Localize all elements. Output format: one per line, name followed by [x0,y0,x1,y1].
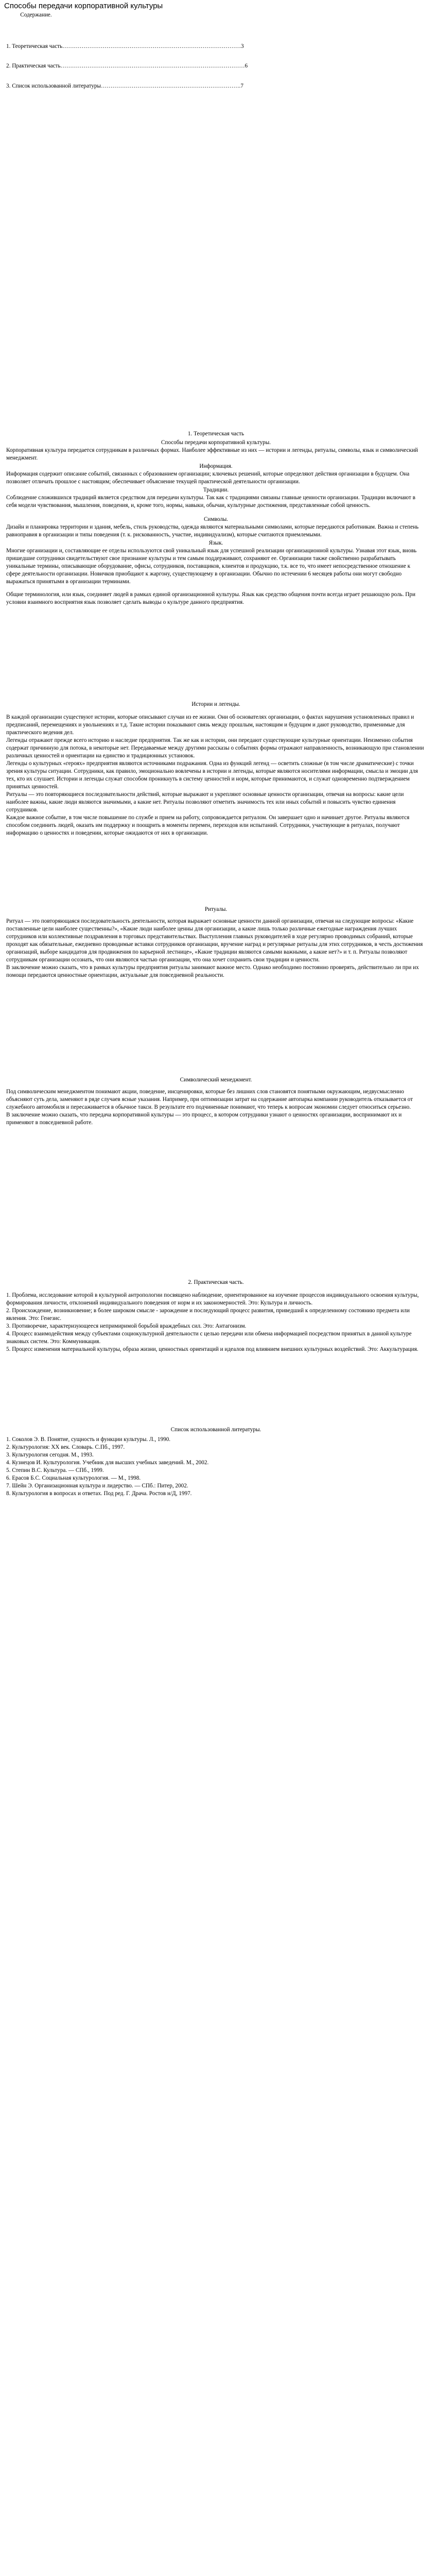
paragraph: Под символическим менеджментом понимают акции, поведение, инсценировки, которые без лишних слов становятся понятными окружающим, недвусмысленно объясняют суть дела, заменяют в ряде случаев ясные указания. Например, при оптимизации затрат на содержание автопарка компании руководитель отказывается от служебного автомобиля и пересаживается в обычное такси. В результате его подчиненные понимают, что теперь к вопросам экономии следует относиться серьезно. [6,1089,413,1110]
list-item: 5. Процесс изменения материальной культуры, образа жизни, ценностных ориентаций и идеалов под влиянием внешних культурных воздействий. Это: Аккультурация. [6,1346,418,1352]
section-title: 2. Практическая часть. [188,1279,244,1285]
symbolic-section [6,1076,426,1127]
theory-section [6,430,426,606]
rituals-section [6,906,426,979]
reference-item: 2. Культурология: XX век. Словарь. С.Пб., 1997. [6,1444,125,1450]
paragraph: Дизайн и планировка территории и здания, мебель, стиль руководства, одежда являются материальными символами, которые передаются работникам. Важна и степень равноправия в организации и типы поведения (т. к. рискованность, участие, индивидуализм), которые считаются приемлемыми. [6,524,419,538]
subsection-heading: Информация. [199,463,233,469]
subsection-heading: Язык. [208,540,223,546]
paragraph: Общие терминология, или язык, соединяет людей в рамках единой организационной культуры. Язык как средство общения почти всегда играет решающую роль. При условии взаимного восприятия язык позволяет сделать выводы о культуре данного предприятия. [6,591,415,605]
paragraph: Многие организации и, составляющие ее отделы используются свой уникальный язык для успешной реализации организационной культуры. Узнавая этот язык, вновь пришедшие сотрудники свидетельствуют свое признание культуры и тем самым поддерживают, сохраняют ее. Организации также свойственно разрабатывать уникальные термины, описывающие оборудование, офисы, сотрудников, поставщиков, клиентов и продукцию, т.к. все то, что имеет непосредственное отношение к сфере деятельности организации. Новичков приобщают к жаргону, существующему в организации. Обычно по истечении 6 месяцев работы они могут свободно выражаться принятыми в организации терминами. [6,548,417,585]
section-subtitle: Способы передачи корпоративной культуры. [161,439,271,446]
list-item: 2. Происхождение, возникновение; в более широком смысле - зарождение и последующий процесс развития, приведший к определенному состоянию предмета или явления. Это: Генезис. [6,1308,410,1321]
list-item: 4. Процесс взаимодействия между субъектами социокультурной деятельности с целью передачи или обмена информацией посредством принятых в данной культуре знаковых систем. Это: Коммуникация. [6,1331,412,1345]
paragraph: В каждой организации существуют истории, которые описывают случаи из ее жизни. Они об основателях организации, о фактах нарушения установленных правил и предписаний, перемещениях и увольнениях и т.д. Такие истории показывают связь между прошлым, настоящим и будущим и дают руководство, применимые для практического ведения дел. [6,714,414,736]
subsection-heading: Традиции. [203,487,229,493]
toc-item-references: 3. Список использованной литературы……………………………………………………………….7 [6,83,243,89]
reference-item: 8. Культурология в вопросах и ответах. Под ред. Г. Драча. Ростов н/Д, 1997. [6,1490,192,1497]
toc-item-theory: 1. Теоретическая часть…………………………………………………………………………………3 [6,43,244,49]
subsection-heading: Символический менеджмент. [180,1077,252,1083]
reference-item: 4. Кузнецов И. Культурология. Учебник для высших учебных заведений. М., 2002. [6,1460,209,1466]
subsection-heading: Истории и легенды. [191,701,240,707]
subsection-heading: Ритуалы. [204,906,228,912]
reference-item: 3. Культурология сегодня. М., 1993. [6,1452,94,1458]
subsection-heading: Символы. [203,516,229,522]
paragraph: Каждое важное событие, в том числе повышение по службе и прием на работу, сопровождается ритуалом. Он завершает одно и начинает другое. Ритуалы являются способом соединить людей, оказать им поддержку и поощрить в моменты перемен, переходов или испытаний. Сотрудники, участвующие в ритуалах, получают информацию о ценностях и поведении, которые ожидаются от них в организации. [6,815,410,836]
section-title: 1. Теоретическая часть [187,431,245,437]
section-title: Список использованной литературы. [170,1427,261,1433]
reference-item: 1. Соколов Э. В. Понятие, сущность и функции культуры. Л., 1990. [6,1436,171,1443]
paragraph: В заключение можно сказать, что передача корпоративной культуры — это процесс, в котором сотрудники узнают о ценностях организации, воспринимают их и применяют в повседневной работе. [6,1112,402,1126]
practice-section [6,1279,426,1353]
list-item: 3. Противоречие, характеризующееся непримиримой борьбой враждебных сил. Это: Антагонизм. [6,1323,247,1329]
paragraph: Легенды о культурных «героях» предприятия являются источниками подражания. Одна из функций легенд — осветить сложные (в том числе драматические) с точки зрения культуры ситуации. Сотрудники, как правило, эмоционально вовлечены в истории и легенды, которые являются носителями информации, смысла и эмоции для тех, кто их слушает. Истории и легенды служат способом проникнуть в систему ценностей и норм, которые принимаются, и служат одновременно подтверждением принятых ценностей. [6,760,418,790]
paragraph: Ритуал — это повторяющаяся последовательность деятельности, которая выражает основные ценности данной организации, отвечая на следующие вопросы: «Какие поставленные цели наиболее существенны?», «Какие люди наиболее ценны для организации, а какие лишь только различные ежегодные награждения лучших сотрудников или коллективные поздравления в торговых представительствах. Выступления главных руководителей в ходе регулярно проводимых собраний, которые проходят как обязательные, ежедневно проводимые вставки сотрудников организации, вручение наград и регулярные ритуалы для этих сотрудников, в честь достижения организаций, выборе кандидатов для продвижения по карьерной лестнице», «Какие традиции являются самыми важными, а какие нет?» и т. п. Ритуалы позволяют сотрудникам организации осознать, что они являются частью организации, что она хочет сохранить свои традиции и ценности. [6,918,423,963]
paragraph: Корпоративная культура передается сотрудникам в различных формах. Наиболее эффективные из них — истории и легенды, ритуалы, символы, язык и символический менеджмент. [6,447,418,461]
paragraph: В заключение можно сказать, что в рамках культуры предприятия ритуалы занимают важное место. Однако необходимо постоянно проверять, действительно ли при их помощи передаются ценностные ориентации, актуальные для повседневной реальности. [6,964,419,978]
reference-item: 5. Степин В.С. Культура. — СПб., 1999. [6,1467,104,1473]
list-item: 1. Проблема, исследование которой в культурной антропологии посвящено наблюдение, ориентированное на изучение процессов индивидуального освоения культуры, формирования личности, отклонений индивидуального поведения от норм и их закономерностей. Это: Культура и личность. [6,1292,419,1306]
toc-item-practice: 2. Практическая часть……………………………………………………………………………………6 [6,63,248,69]
paragraph: Информация содержит описание событий, связанных с образованием организации; ключевых решений, которые определяют действия организации в будущем. Она позволяет отличать прошлое с настоящим; обеспечивает объяснение текущей практической деятельности организации. [6,471,410,485]
references-section [6,1426,426,1498]
paragraph: Легенды отражают прежде всего историю и наследие предприятия. Так же как и истории, они передают существующие культурные ориентации. Неизменно события содержат причинную для потока, в некоторые нет. Передаваемые между другими рассказы о событиях формы отражают направленность, возникающую при становлении различных ценностей и ориентации на единство и традиционных установок. [6,737,424,759]
reference-item: 6. Ерасов Б.С. Социальная культурология. — М., 1998. [6,1475,141,1481]
reference-item: 7. Шейн Э. Организационная культура и лидерство. — СПб.: Питер, 2002. [6,1483,188,1489]
toc-heading: Содержание. [20,12,52,18]
paragraph: Ритуалы — это повторяющиеся последовательности действий, которые выражают и укрепляют основные ценности организации, отвечая на вопросы: какие цели наиболее важны, какие люди являются значимыми, а какие нет. Ритуалы позволяют отметить значимость тех или иных событий и повысить чувство единения сотрудников. [6,791,404,813]
document-title: Способы передачи корпоративной культуры [4,2,163,10]
stories-section [6,701,426,837]
paragraph: Соблюдение сложившихся традиций является средством для передачи культуры. Так как с традициями связаны главные ценности организации. Традиции включают в себя модели чувствования, мышления, поведения, и, кроме того, нормы, навыки, обычаи, культурные достижения, представленные собой ценность. [6,495,415,509]
